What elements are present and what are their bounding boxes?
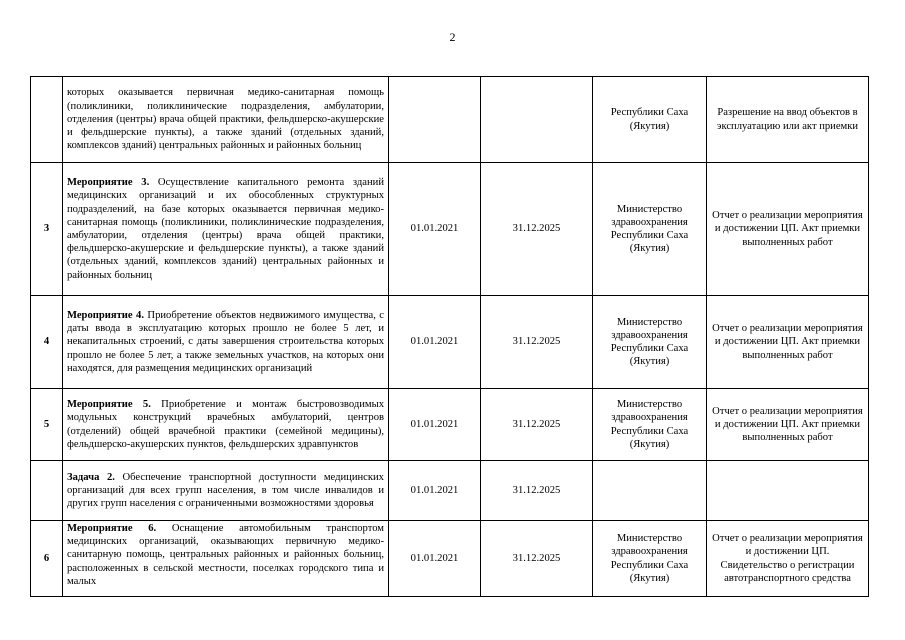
result-document: Отчет о реализации мероприятия и достижении ЦП. Акт приемки выполненных работ bbox=[707, 296, 869, 389]
activity-description bbox=[63, 389, 389, 461]
end-date bbox=[481, 77, 593, 163]
executor: Министерство здравоохранения Республики Саха (Якутия) bbox=[593, 296, 707, 389]
activity-description bbox=[63, 163, 389, 296]
activity-label: Мероприятие 6. bbox=[67, 523, 157, 534]
row-number: 3 bbox=[31, 163, 63, 296]
end-date: 31.12.2025 bbox=[481, 389, 593, 461]
activity-text: которых оказывается первичная медико-санитарная помощь (поликлиники, поликлинические подразделения, амбулатории, отделения (центры) врача общей практики, фельдшерско-акушерские и фельдшерские пункты), а также зданий (отдельных зданий, комплексов зданий) центральных районных и районных больниц bbox=[67, 87, 384, 152]
end-date: 31.12.2025 bbox=[481, 296, 593, 389]
row-number: 6 bbox=[31, 521, 63, 597]
result-document: Отчет о реализации мероприятия и достижении ЦП. Акт приемки выполненных работ bbox=[707, 389, 869, 461]
task-text: Обеспечение транспортной доступности медицинских организаций для всех групп населения, в том числе инвалидов и других групп населения с ограниченными возможностями здоровья bbox=[67, 471, 384, 510]
result-document: Отчет о реализации мероприятия и достижении ЦП. Свидетельство о регистрации автотранспортного средства bbox=[707, 521, 869, 597]
activity-text: Оснащение автомобильным транспортом медицинских организаций, оказывающих первичную медико-санитарную помощь, центральных районных и районных больниц, расположенных в сельской местности, поселках городского типа и малых bbox=[67, 523, 384, 587]
result-document bbox=[707, 461, 869, 521]
executor: Республики Саха (Якутия) bbox=[593, 77, 707, 163]
table-row bbox=[31, 296, 869, 389]
result-document: Разрешение на ввод объектов в эксплуатацию или акт приемки bbox=[707, 77, 869, 163]
activity-text: Осуществление капитального ремонта зданий медицинских организаций и их обособленных структурных подразделений, на базе которых оказывается первичная медико-санитарная помощь (поликлиники, поликлинические подразделения, амбулатории, отделения (центры) врача общей практики, фельдшерско-акушерские и фельдшерские пункты), а также зданий (отдельных зданий, комплексов зданий) центральных районных и районных больниц bbox=[67, 177, 384, 281]
executor bbox=[593, 461, 707, 521]
table-row bbox=[31, 521, 869, 597]
activity-text: Приобретение и монтаж быстровозводимых модульных конструкций врачебных амбулаторий, центров (отделений) общей врачебной практики (семейной медицины), фельдшерско-акушерских пунктов, фельдшерских здравпунктов bbox=[67, 399, 384, 450]
table-row bbox=[31, 163, 869, 296]
end-date: 31.12.2025 bbox=[481, 521, 593, 597]
activity-label: Мероприятие 3. bbox=[67, 177, 150, 189]
end-date: 31.12.2025 bbox=[481, 461, 593, 521]
row-number bbox=[31, 461, 63, 521]
end-date: 31.12.2025 bbox=[481, 163, 593, 296]
activity-description bbox=[63, 296, 389, 389]
table-row bbox=[31, 461, 869, 521]
row-number: 5 bbox=[31, 389, 63, 461]
executor: Министерство здравоохранения Республики Саха (Якутия) bbox=[593, 521, 707, 597]
start-date: 01.01.2021 bbox=[389, 389, 481, 461]
activity-text: Приобретение объектов недвижимого имущества, с даты ввода в эксплуатацию которых прошло не более 5 лет, и некапитальных строений, с даты завершения строительства которых прошло не более 5 лет, а также земельных участков, на которых они находятся, для размещения медицинских организаций bbox=[67, 309, 384, 374]
start-date bbox=[389, 77, 481, 163]
start-date: 01.01.2021 bbox=[389, 461, 481, 521]
table-row bbox=[31, 389, 869, 461]
task-description bbox=[63, 461, 389, 521]
executor: Министерство здравоохранения Республики Саха (Якутия) bbox=[593, 389, 707, 461]
activity-description bbox=[63, 521, 389, 597]
result-document: Отчет о реализации мероприятия и достижении ЦП. Акт приемки выполненных работ bbox=[707, 163, 869, 296]
row-number: 4 bbox=[31, 296, 63, 389]
table-row bbox=[31, 77, 869, 163]
activities-table bbox=[30, 76, 869, 597]
task-label: Задача 2. bbox=[67, 471, 115, 483]
start-date: 01.01.2021 bbox=[389, 296, 481, 389]
executor: Министерство здравоохранения Республики Саха (Якутия) bbox=[593, 163, 707, 296]
activity-label: Мероприятие 4. bbox=[67, 309, 144, 321]
row-number bbox=[31, 77, 63, 163]
start-date: 01.01.2021 bbox=[389, 521, 481, 597]
activity-description bbox=[63, 77, 389, 163]
activity-label: Мероприятие 5. bbox=[67, 399, 151, 411]
page-number: 2 bbox=[449, 30, 456, 44]
start-date: 01.01.2021 bbox=[389, 163, 481, 296]
